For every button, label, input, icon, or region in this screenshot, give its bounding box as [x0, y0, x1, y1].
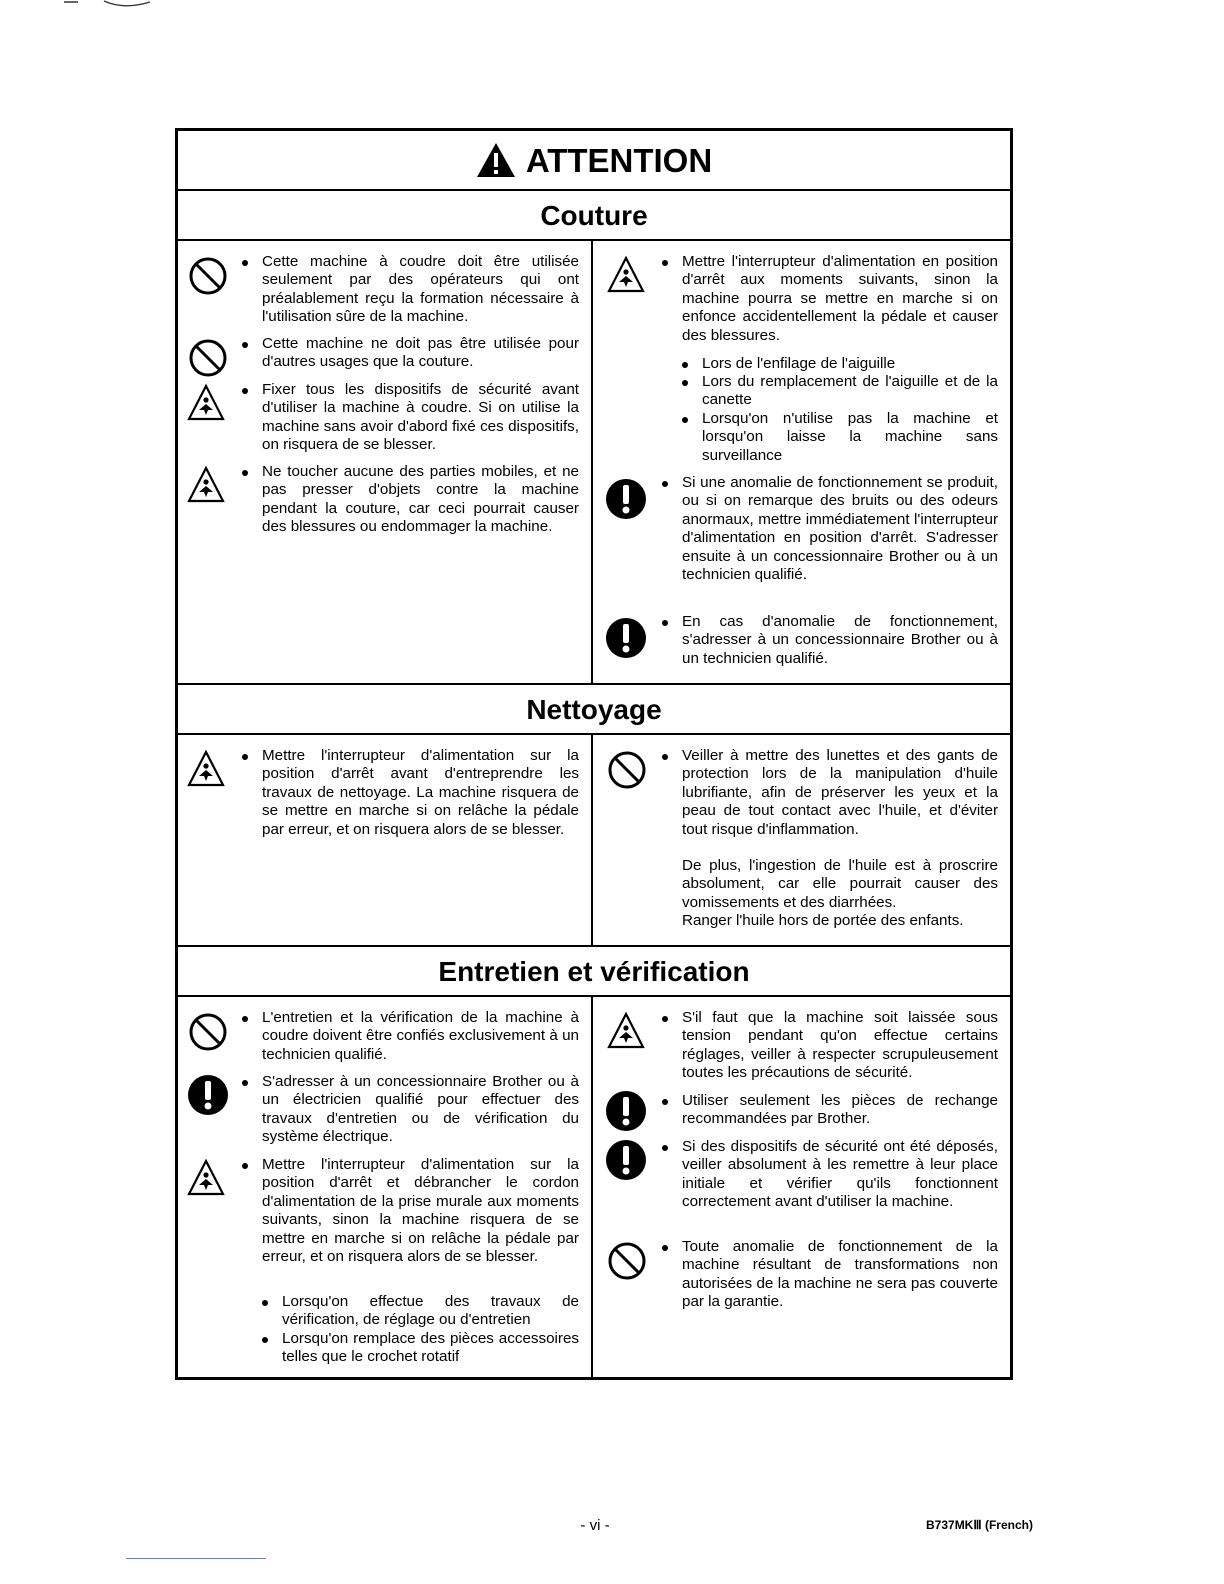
hand-caution-icon: [606, 255, 646, 295]
sub-item-text: Lorsqu'on n'utilise pas la machine et lorsqu'on laisse la machine sans surveillance: [702, 410, 998, 464]
left-column: [178, 997, 593, 1377]
left-column: [178, 735, 593, 945]
section-entretien: [178, 947, 1010, 1377]
hand-caution-icon: [606, 1011, 646, 1051]
sub-item-text: Lors du remplacement de l'aiguille et de la canette: [702, 373, 998, 409]
bullet: [662, 1099, 668, 1105]
bullet: [262, 1337, 268, 1343]
right-column: [593, 997, 1010, 1377]
mandatory-icon: [186, 1073, 230, 1117]
prohibition-icon: [607, 750, 647, 790]
page-number: - vi -: [580, 1517, 610, 1534]
item-text: En cas d'anomalie de fonctionnement, s'adresser à un concessionnaire Brother ou à un technicien qualifié.: [682, 613, 998, 667]
bullet: [682, 380, 688, 386]
item-text: Mettre l'interrupteur d'alimentation sur la position d'arrêt et débrancher le cordon d'alimentation de la prise murale aux moments suivants, sinon la machine risquera de se mettre en marche si on relâche la pédale par erreur, et on risquera alors de se blesser.: [262, 1156, 579, 1266]
prohibition-icon: [607, 1241, 647, 1281]
bullet: [682, 362, 688, 368]
mandatory-icon: [604, 1089, 648, 1133]
section-nettoyage: [178, 685, 1010, 947]
item-text: Si des dispositifs de sécurité ont été déposés, veiller absolument à les remettre à leur place initiale et vérifier qu'ils fonctionnent correctement avant d'utiliser la machine.: [682, 1138, 998, 1211]
item-text: Veiller à mettre des lunettes et des gants de protection lors de la manipulation d'huile lubrifiante, afin de préserver les yeux et la peau de tout contact avec l'huile, et d'éviter tout risque d'inflammation.: [682, 747, 998, 838]
section-couture: [178, 191, 1010, 685]
attention-box: [175, 128, 1013, 1380]
attention-title: ATTENTION: [525, 142, 713, 179]
mandatory-icon: [604, 616, 648, 660]
bullet: [662, 481, 668, 487]
scan-mark: [64, 0, 154, 8]
item-text: S'il faut que la machine soit laissée sous tension pendant qu'on effectue certains réglages, veiller à respecter scrupuleusement toutes les précautions de sécurité.: [682, 1009, 998, 1082]
sub-item-text: Lors de l'enfilage de l'aiguille: [702, 355, 896, 372]
section-title: Couture: [178, 191, 1010, 241]
item-text-extra: Ranger l'huile hors de portée des enfants.: [682, 912, 964, 929]
hand-caution-icon: [186, 1158, 226, 1198]
hand-caution-icon: [186, 749, 226, 789]
item-text: Cette machine à coudre doit être utilisée seulement par des opérateurs qui ont préalablement reçu la formation nécessaire à l'utilisation sûre de la machine.: [262, 253, 579, 326]
item-text: Cette machine ne doit pas être utilisée pour d'autres usages que la couture.: [262, 335, 579, 371]
document-code: B737MKⅢ (French): [926, 1518, 1033, 1532]
sub-item-text: Lorsqu'on effectue des travaux de vérification, de réglage ou d'entretien: [282, 1293, 579, 1329]
item-text: Fixer tous les dispositifs de sécurité avant d'utiliser la machine à coudre. Si on utilise la machine sans avoir d'abord fixé ces dispositifs, on risquera de se blesser.: [262, 381, 579, 454]
bullet: [242, 1080, 248, 1086]
item-text: Ne toucher aucune des parties mobiles, et ne pas presser d'objets contre la machine pendant la couture, car ceci pourrait causer des blessures ou endommager la machine.: [262, 463, 579, 536]
section-title: Nettoyage: [178, 685, 1010, 735]
bullet: [242, 1163, 248, 1169]
bullet: [242, 754, 248, 760]
bullet: [662, 620, 668, 626]
mandatory-icon: [604, 1138, 648, 1182]
item-text: L'entretien et la vérification de la machine à coudre doivent être confiés exclusivement à un technicien qualifié.: [262, 1009, 579, 1063]
bullet: [662, 1145, 668, 1151]
bullet: [242, 342, 248, 348]
item-text: Utiliser seulement les pièces de rechange recommandées par Brother.: [682, 1092, 998, 1128]
bullet: [242, 388, 248, 394]
bullet: [242, 1016, 248, 1022]
bullet: [662, 754, 668, 760]
bullet: [262, 1300, 268, 1306]
mandatory-icon: [604, 477, 648, 521]
prohibition-icon: [188, 338, 228, 378]
bullet: [242, 470, 248, 476]
sub-item-text: Lorsqu'on remplace des pièces accessoires telles que le crochet rotatif: [282, 1330, 579, 1366]
bullet: [662, 1016, 668, 1022]
left-column: [178, 241, 593, 683]
prohibition-icon: [188, 1012, 228, 1052]
hand-caution-icon: [186, 465, 226, 505]
item-text: Toute anomalie de fonctionnement de la machine résultant de transformations non autorisées de la machine ne sera pas couverte par la garantie.: [682, 1238, 998, 1311]
item-text: S'adresser à un concessionnaire Brother ou à un électricien qualifié pour effectuer des travaux d'entretien ou de vérification du système électrique.: [262, 1073, 579, 1146]
section-title: Entretien et vérification: [178, 947, 1010, 997]
scan-edge-line: [126, 1558, 266, 1559]
hand-caution-icon: [186, 383, 226, 423]
item-text: Si une anomalie de fonctionnement se produit, ou si on remarque des bruits ou des odeurs anormaux, mettre immédiatement l'interrupteur d'alimentation en position d'arrêt. S'adresser ensuite à un concessionnaire Brother ou à un technicien qualifié.: [682, 474, 998, 584]
bullet: [682, 417, 688, 423]
prohibition-icon: [188, 256, 228, 296]
right-column: [593, 735, 1010, 945]
item-text: Mettre l'interrupteur d'alimentation en position d'arrêt aux moments suivants, sinon la machine pourra se mettre en marche si on enfonce accidentellement la pédale et causer des blessures.: [682, 253, 998, 344]
right-column: [593, 241, 1010, 683]
bullet: [662, 1245, 668, 1251]
bullet: [242, 260, 248, 266]
item-text-extra: De plus, l'ingestion de l'huile est à proscrire absolument, car elle pourrait causer des vomissements et des diarrhées.: [682, 857, 998, 911]
warning-triangle-icon: [476, 142, 516, 178]
item-text: Mettre l'interrupteur d'alimentation sur la position d'arrêt avant d'entreprendre les travaux de nettoyage. La machine risquera de se mettre en marche si on relâche la pédale par erreur, et on risquera alors de se blesser.: [262, 747, 579, 838]
bullet: [662, 260, 668, 266]
attention-header: [178, 131, 1010, 191]
